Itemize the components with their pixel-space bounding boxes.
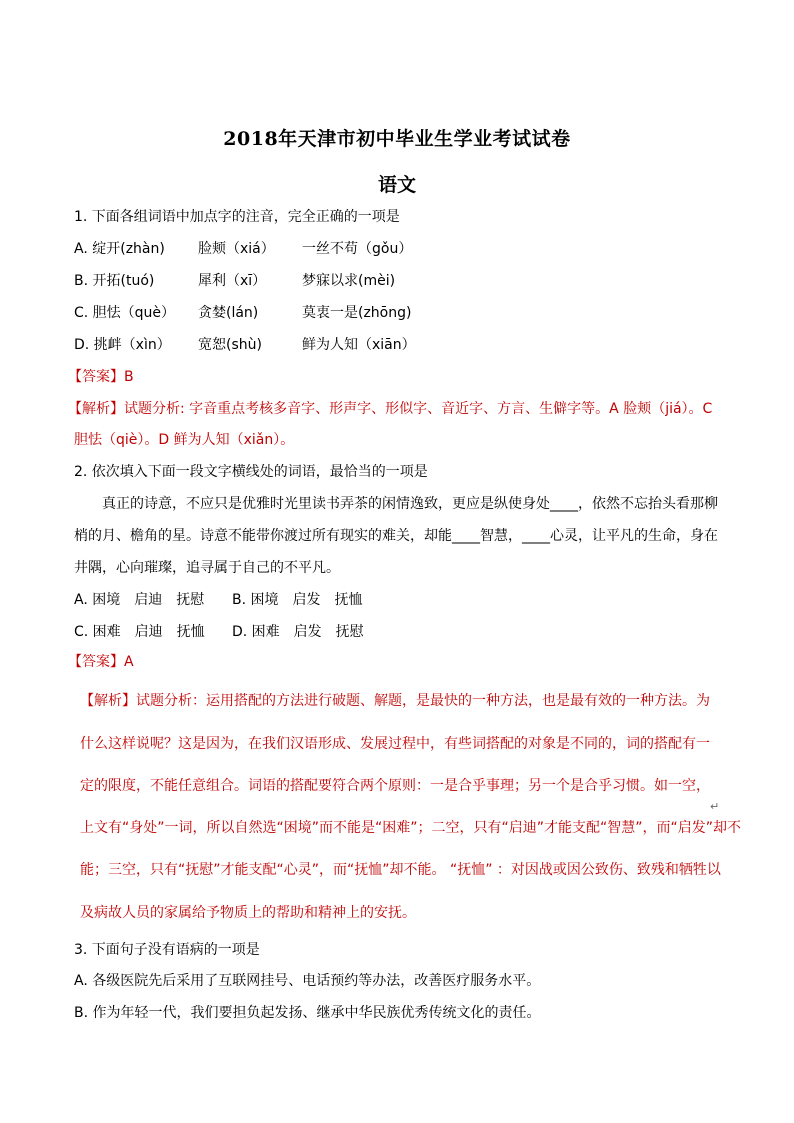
q3-option-b: B. 作为年轻一代，我们要担负起发扬、继承中华民族优秀传统文化的责任。: [74, 1005, 541, 1021]
q1-answer: [68, 367, 134, 387]
answer-tag: 【答案】: [68, 369, 124, 385]
exam-title: 2018年天津市初中毕业生学业考试试卷: [223, 128, 571, 150]
q2-stem: 2. 依次填入下面一段文字横线处的词语，最恰当的一项是: [74, 464, 428, 480]
q1-option-b-3: 梦寐以求(mèi): [302, 273, 396, 289]
q1-option-a-3: 一丝不苟（gǒu）: [302, 241, 413, 257]
exam-subject: 语文: [377, 174, 416, 196]
analysis-text: 试题分析: 字音重点考核多音字、形声字、形似字、音近字、方言、生僻字等。A 脸颊（jiá）。C: [124, 401, 713, 417]
q3-option-a: A. 各级医院先后采用了互联网挂号、电话预约等办法，改善医疗服务水平。: [74, 973, 541, 989]
q2-answer: [68, 652, 134, 672]
q1-option-d-3: 鲜为人知（xiān）: [302, 337, 416, 353]
q2-passage-line-3: 井隅，心向璀璨，追寻属于自己的不平凡。: [74, 560, 340, 576]
answer-value: B: [124, 369, 134, 385]
answer-tag: 【答案】: [68, 654, 124, 670]
q2-analysis-line-2: 什么这样说呢？这是因为，在我们汉语形成、发展过程中，有些词搭配的对象是不同的，词的搭配有一: [80, 736, 710, 752]
q2-option-b: B. 困境 启发 抚恤: [232, 592, 363, 608]
q2-analysis-line-4: 上文有“身处”一词，所以自然选“困境”而不能是“困难”；二空，只有“启迪”才能支配“智慧”，而“启发”却不: [80, 820, 742, 836]
q1-option-b-2: 犀利（xī）: [198, 273, 267, 289]
q1-option-a-1: A. 绽开(zhàn): [74, 241, 165, 257]
q1-stem: 1. 下面各组词语中加点字的注音，完全正确的一项是: [74, 209, 400, 225]
q2-analysis-line-1: 【解析】试题分析：运用搭配的方法进行破题、解题，是最快的一种方法，也是最有效的一种方法。为: [80, 693, 710, 709]
q2-option-c: C. 困难 启迪 抚恤: [74, 624, 205, 640]
q2-option-d: D. 困难 启发 抚慰: [232, 624, 364, 640]
q1-option-d-2: 宽恕(shù): [198, 337, 262, 353]
q2-passage-line-1: 真正的诗意，不应只是优雅时光里读书弄茶的闲情逸致，更应是纵使身处____，依然不忘抬头看那柳: [102, 496, 718, 512]
q1-analysis-line-1: [68, 399, 712, 419]
q1-analysis-line-2: 胆怯（qiè）。D 鲜为人知（xiǎn）。: [74, 432, 295, 448]
q1-option-c-3: 莫衷一是(zhōng): [302, 305, 412, 321]
q2-analysis-line-6: 及病故人员的家属给予物质上的帮助和精神上的安抚。: [80, 905, 416, 921]
answer-value: A: [124, 654, 134, 670]
q1-option-c-1: C. 胆怯（què）: [74, 305, 176, 321]
q3-stem: 3. 下面句子没有语病的一项是: [74, 942, 260, 958]
q1-option-d-1: D. 挑衅（xìn）: [74, 337, 171, 353]
paragraph-return-mark: ↵: [710, 800, 720, 813]
q2-passage-line-2: 梢的月、檐角的星。诗意不能带你渡过所有现实的难关，却能____智慧，____心灵，让平凡的生命，身在: [74, 528, 718, 544]
q2-analysis-line-5: 能；三空，只有“抚慰”才能支配“心灵”，而“抚恤”却不能。 “抚恤” ：对因战或因公致伤、致残和牺牲以: [80, 862, 721, 878]
q2-analysis-line-3: 定的限度，不能任意组合。词语的搭配要符合两个原则：一是合乎事理；另一个是合乎习惯。如一空，: [80, 778, 710, 794]
analysis-tag: 【解析】: [68, 401, 124, 417]
q2-option-a: A. 困境 启迪 抚慰: [74, 592, 205, 608]
q1-option-c-2: 贪婪(lán): [198, 305, 259, 321]
q1-option-a-2: 脸颊（xiá）: [198, 241, 275, 257]
q1-option-b-1: B. 开拓(tuó): [74, 273, 155, 289]
